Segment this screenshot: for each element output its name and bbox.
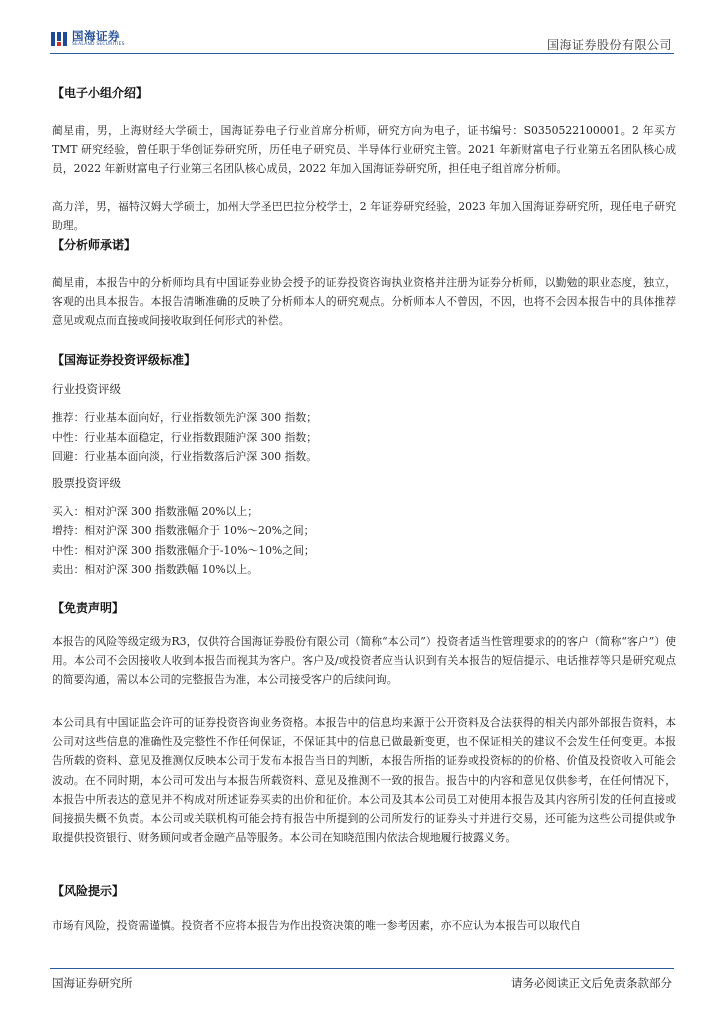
company-name: 国海证券股份有限公司: [546, 38, 672, 52]
page-header: [0, 0, 724, 60]
commitment-section-title: 【分析师承诺】: [52, 238, 137, 252]
industry-rating-row: 回避：行业基本面向淡，行业指数落后沪深 300 指数。: [52, 450, 318, 463]
risk-paragraph: 市场有风险，投资需谨慎。投资者不应将本报告为作出投资决策的唯一参考因素，亦不应认为本报告可以取代自: [52, 919, 582, 932]
logo-mark-icon: [50, 30, 68, 48]
logo-text-cn: 国海证券: [72, 28, 120, 43]
footer-institute: 国海证券研究所: [52, 976, 133, 990]
stock-rating-row: 买入：相对沪深 300 指数涨幅 20%以上；: [52, 505, 259, 518]
industry-rating-label: 行业投资评级: [52, 382, 121, 396]
industry-rating-row: 中性：行业基本面稳定，行业指数跟随沪深 300 指数；: [52, 431, 318, 444]
industry-rating-row: 推荐：行业基本面向好，行业指数领先沪深 300 指数；: [52, 411, 318, 424]
footer-divider: [50, 968, 674, 969]
risk-section-title: 【风险提示】: [52, 884, 125, 898]
header-divider: [50, 53, 674, 54]
company-logo: [50, 30, 125, 48]
commitment-paragraph: 蔺星甫，本报告中的分析师均具有中国证券业协会授予的证券投资咨询执业资格并注册为证券分析师，以勤勉的职业态度，独立，客观的出具本报告。本报告清晰准确的反映了分析师本人的研究观点。分析师本人不曾因，不因，也将不会因本报告中的具体推荐意见或观点而直接或间接收取到任何形式的补偿。: [52, 276, 676, 328]
disclaimer-section-title: 【免责声明】: [52, 601, 125, 615]
disclaimer-paragraph-1: 本报告的风险等级定级为R3，仅供符合国海证券股份有限公司（简称“本公司”）投资者适当性管理要求的的客户（简称“客户”）使用。本公司不会因接收人收到本报告而视其为客户。客户及/或投资者应当认识到有关本报告的短信提示、电话推荐等只是研究观点的简要沟通，需以本公司的完整报告为准，本公司接受客户的后续问询。: [52, 635, 676, 687]
team-paragraph-1: 蔺星甫，男，上海财经大学硕士，国海证券电子行业首席分析师，研究方向为电子，证书编号：S0350522100001。2 年买方 TMT 研究经验，曾任职于华创证券研究所，历任电子研究员、半导体行业研究主管。2021 年新财富电子行业第五名团队核心成员，2022 年新财富电子行业第三名团队核心成员，2022 年加入国海证券研究所，担任电子组首席分析师。: [52, 124, 676, 176]
stock-rating-row: 中性：相对沪深 300 指数涨幅介于-10%～10%之间；: [52, 544, 315, 557]
footer-disclaimer-note: 请务必阅读正文后免责条款部分: [511, 976, 672, 990]
logo-text-en: SEALAND SECURITIES: [72, 42, 125, 47]
stock-rating-row: 增持：相对沪深 300 指数涨幅介于 10%～20%之间；: [52, 524, 315, 537]
team-section-title: 【电子小组介绍】: [52, 86, 149, 100]
rating-section-title: 【国海证券投资评级标准】: [52, 353, 197, 367]
team-paragraph-2: 高力洋，男，福特汉姆大学硕士，加州大学圣巴巴拉分校学士，2 年证券研究经验，2023 年加入国海证券研究所，现任电子研究助理。: [52, 200, 676, 233]
disclaimer-paragraph-2: 本公司具有中国证监会许可的证券投资咨询业务资格。本报告中的信息均来源于公开资料及合法获得的相关内部外部报告资料，本公司对这些信息的准确性及完整性不作任何保证，不保证其中的信息已做最新变更，也不保证相关的建议不会发生任何变更。本报告所载的资料、意见及推测仅反映本公司于发布本报告当日的判断，本报告所指的证券或投资标的的价格、价值及投资收入可能会波动。在不同时期，本公司可发出与本报告所载资料、意见及推测不一致的报告。报告中的内容和意见仅供参考，在任何情况下，本报告中所表达的意见并不构成对所述证券买卖的出价和征价。本公司及其本公司员工对使用本报告及其内容所引发的任何直接或间接损失概不负责。本公司或关联机构可能会持有报告中所提到的公司所发行的证券头寸并进行交易，还可能为这些公司提供或争取提供投资银行、财务顾问或者金融产品等服务。本公司在知晓范围内依法合规地履行披露义务。: [52, 716, 676, 845]
stock-rating-label: 股票投资评级: [52, 476, 121, 490]
stock-rating-row: 卖出：相对沪深 300 指数跌幅 10%以上。: [52, 563, 259, 576]
